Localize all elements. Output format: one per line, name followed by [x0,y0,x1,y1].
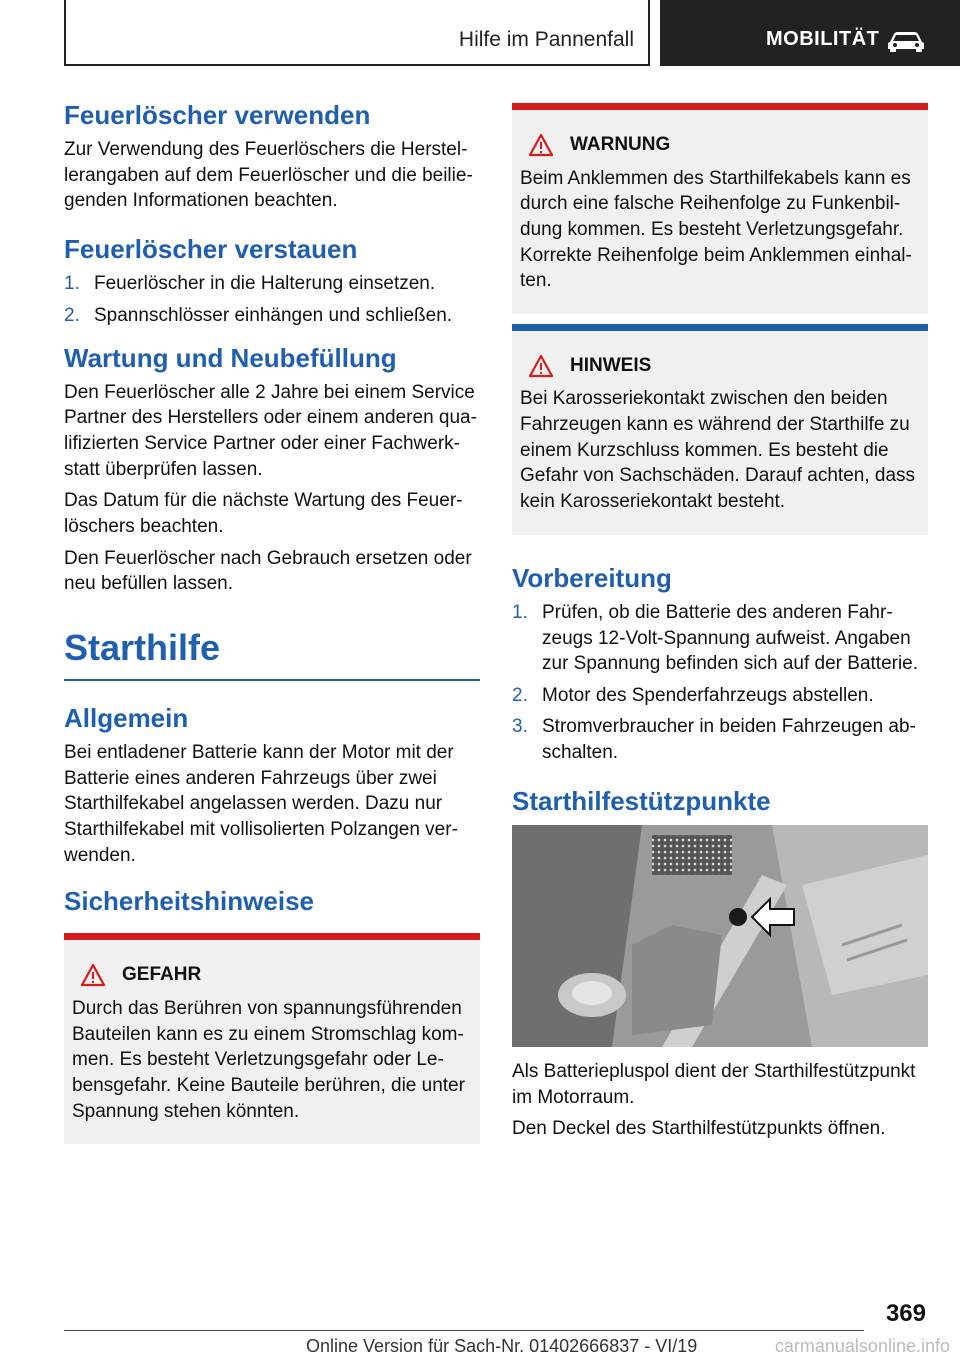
paragraph-wartung-3: Den Feuerlöscher nach Gebrauch ersetzen oder neu befüllen lassen. [64,547,472,595]
step-number: 1. [64,273,80,295]
online-version-text: Online Version für Sach-Nr. 01402666837 - VI/19 [306,1336,698,1356]
step-text: Motor des Spenderfahrzeugs abstellen. [542,684,874,706]
paragraph-allgemein: Bei entladener Batterie kann der Motor mit der Batterie eines anderen Fahrzeugs über zwei Starthilfekabel angelassen werden. Dazu nur Starthilfekabel mit vollisolierten Polzangen verwenden. [64,742,458,866]
chapter-title: MOBILITÄT [766,28,880,50]
notice-title: WARNUNG [570,134,671,155]
hint-notice [512,324,928,535]
header-chapter-box [660,0,960,66]
engine-bay-photo [512,825,928,1047]
paragraph-stuetzpunkt-2: Den Deckel des Starthilfestützpunkts öffnen. [512,1118,886,1140]
steps-vorbereitung [512,600,928,766]
danger-notice [64,933,480,1144]
step-number: 2. [512,684,528,706]
paragraph-wartung-1: Den Feuerlöscher alle 2 Jahre bei einem Service Partner des Herstellers oder einem anderen qualifizierten Service Partner oder einer Fachwerkstatt überprüfen lassen. [64,381,477,480]
list-item [512,714,928,765]
steps-verstauen [64,271,480,328]
heading-starthilfestuetzpunkte: Starthilfestützpunkte [512,785,771,816]
list-item [512,683,928,709]
notice-text: Bei Karosseriekontakt zwischen den beiden Fahrzeugen kann es während der Starthilfe zu einem Kurzschluss kommen. Es besteht die Gefahr von Sachschäden. Darauf achten, dass kein Karosseriekontakt besteht. [520,388,916,513]
right-column [512,103,928,1148]
paragraph-wartung-2: Das Datum für die nächste Wartung des Feuerlöschers beachten. [64,490,463,537]
notice-text: Beim Anklemmen des Starthilfekabels kann es durch eine falsche Reihenfolge zu Funkenbildung kommen. Es besteht Verletzungsgefahr. Korrekte Reihenfolge beim Anklemmen einhalten. [520,167,912,292]
left-column [64,100,480,1144]
paragraph-verwenden: Zur Verwendung des Feuerlöschers die Herstellerangaben auf dem Feuerlöscher und die beiliegenden Informationen beachten. [64,139,473,212]
step-number: 2. [64,304,80,326]
notice-text: Durch das Berühren von spannungsführenden Bauteilen kann es zu einem Stromschlag kommen. Es besteht Verletzungsgefahr oder Lebensgefahr. Keine Bauteile berühren, die unter Spannung stehen könnten. [72,998,465,1122]
watermark: carmanualsonline.info [774,1336,950,1356]
car-icon [886,30,926,52]
heading-vorbereitung: Vorbereitung [512,562,672,593]
section-title: Hilfe im Pannenfall [458,28,634,51]
warning-triangle-icon [80,963,106,987]
footer-divider [64,1330,864,1331]
warning-notice [512,103,928,314]
notice-head [72,962,472,988]
warning-triangle-icon [528,133,554,157]
list-item [512,600,928,677]
step-number: 3. [512,716,528,738]
step-text: Spannschlösser einhängen und schließen. [94,304,453,326]
list-item [64,271,480,297]
notice-head [520,353,920,379]
step-text: Stromverbraucher in beiden Fahrzeugen abschalten. [542,716,916,764]
page-number: 369 [885,1300,926,1327]
warning-triangle-icon [528,354,554,378]
heading-allgemein: Allgemein [64,702,189,733]
chapter-heading-starthilfe: Starthilfe [64,627,480,681]
notice-title: GEFAHR [122,964,202,986]
list-item [64,303,480,329]
heading-sicherheitshinweise: Sicherheitshinweise [64,886,314,917]
paragraph-stuetzpunkt-1: Als Batteriepluspol dient der Starthilfestützpunkt im Motorraum. [512,1060,916,1108]
notice-head [520,132,920,158]
step-text: Prüfen, ob die Batterie des anderen Fahrzeugs 12-Volt-Spannung aufweist. Angaben zur Spannung befinden sich auf der Batterie. [542,601,919,675]
step-text: Feuerlöscher in die Halterung einsetzen. [94,273,436,295]
notice-title: HINWEIS [570,354,652,376]
heading-feuerloescher-verstauen: Feuerlöscher verstauen [64,234,358,265]
step-number: 1. [512,601,528,623]
heading-feuerloescher-verwenden: Feuerlöscher verwenden [64,100,371,130]
header-section-box [64,0,650,66]
heading-wartung: Wartung und Neubefüllung [64,342,397,373]
